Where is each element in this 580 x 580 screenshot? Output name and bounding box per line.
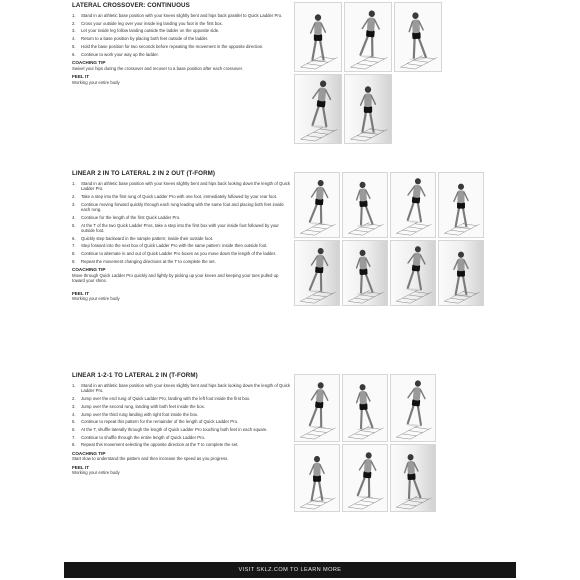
athlete-figure <box>453 184 469 229</box>
exercise-photo <box>342 374 388 442</box>
athlete-figure <box>309 247 329 293</box>
athlete-illustration <box>295 173 339 237</box>
exercise-title: LINEAR 1-2-1 TO LATERAL 2 IN (T-FORM) <box>72 372 198 379</box>
athlete-illustration <box>295 241 339 305</box>
athlete-figure <box>405 379 426 427</box>
feel-it-heading: FEEL IT <box>72 290 90 296</box>
exercise-photo <box>344 74 392 144</box>
athlete-figure <box>402 454 420 501</box>
step-item: 6. Quickly step backward in the sample pattern; inside their outside foot. <box>72 235 214 241</box>
athlete-figure <box>453 252 469 297</box>
step-item: 5. At the T of the two Quick Ladder Pros, take a step into the first box with your inside foot followed by your outside foot. <box>72 222 279 234</box>
step-item: 5. Hold the base position for two seconds before repeating the movement in the opposite direction. <box>72 43 264 49</box>
exercise-section-3 <box>72 372 290 476</box>
coaching-tip-heading: COACHING TIP <box>72 450 106 456</box>
agility-ladder <box>301 55 338 69</box>
athlete-illustration <box>295 3 341 71</box>
exercise-section-2 <box>72 170 290 302</box>
step-item: 7. Step forward into the next box of Quick Ladder Pro with the same pattern: inside then outside foot. <box>72 243 268 249</box>
athlete-figure <box>309 456 325 502</box>
agility-ladder <box>396 290 431 303</box>
feel-it-text: Working your entire body <box>72 296 120 302</box>
step-item: 7. Continue to shuffle through the entire length of Quick Ladder Pro. <box>72 434 206 440</box>
athlete-figure <box>309 179 329 225</box>
athlete-figure <box>407 12 426 61</box>
step-item: 8. Continue to alternate in and out of Quick Ladder Pro boxes as you move down the length of the ladder. <box>72 251 277 257</box>
agility-ladder <box>351 127 388 141</box>
exercise-photo <box>390 172 436 238</box>
athlete-figure <box>354 249 372 295</box>
photo-grid-3 <box>294 374 436 512</box>
agility-ladder <box>396 496 431 509</box>
agility-ladder <box>396 222 431 235</box>
exercise-title: LINEAR 2 IN TO LATERAL 2 IN 2 OUT (T-FORM) <box>72 170 216 177</box>
athlete-illustration <box>439 241 483 305</box>
athlete-illustration <box>343 173 387 237</box>
exercise-photo <box>394 2 442 72</box>
athlete-figure <box>405 245 426 291</box>
agility-ladder <box>300 496 335 509</box>
athlete-illustration <box>295 375 339 441</box>
athlete-illustration <box>391 375 435 441</box>
exercise-photo <box>294 74 342 144</box>
exercise-photo <box>294 444 340 512</box>
agility-ladder <box>301 127 338 141</box>
athlete-figure <box>360 10 380 59</box>
step-item: 4. Return to a base position by placing both feet outside of the ladder. <box>72 36 209 42</box>
athlete-illustration <box>391 445 435 511</box>
agility-ladder <box>348 290 383 303</box>
step-item: 5. Continue to repeat this pattern for the remainder of the length of Quick Ladder Pro. <box>72 419 239 425</box>
athlete-figure <box>354 181 372 227</box>
coaching-tip-text: Start slow to understand the pattern and then increase the speed as you progress. <box>72 456 229 462</box>
step-item: 8. Repeat this movement selecting the opposite direction at the T to complete the set. <box>72 442 239 448</box>
exercise-photo <box>390 444 436 512</box>
agility-ladder <box>396 426 431 439</box>
exercise-steps <box>72 13 290 57</box>
agility-ladder <box>444 222 479 235</box>
exercise-photo <box>294 374 340 442</box>
step-item: 2. Cross your outside leg over your inside leg landing you foot in the first box. <box>72 20 223 26</box>
athlete-illustration <box>295 75 341 143</box>
exercise-photo <box>294 240 340 306</box>
exercise-section-1 <box>72 2 290 85</box>
step-item: 4. Continue for the length of the first Quick Ladder Pro. <box>72 214 181 220</box>
athlete-figure <box>354 384 372 431</box>
step-item: 1. Stand in an athletic base position with your knees slightly bent and hips back parallel to Quick Ladder Pro. <box>72 13 283 18</box>
coaching-tip-text: Swivel your hips during the crossover and recover to a base position after each crossover. <box>72 65 244 71</box>
step-item: 3. Let your inside leg follow landing outside the ladder on the opposite side. <box>72 28 220 34</box>
athlete-figure <box>405 177 426 223</box>
exercise-photo <box>342 172 388 238</box>
athlete-illustration <box>345 75 391 143</box>
athlete-figure <box>310 14 327 62</box>
athlete-illustration <box>391 241 435 305</box>
step-item: 6. At the T, shuffle laterally through the length of Quick Ladder Pro touching both feet in each square. <box>72 426 268 432</box>
footer-link-text[interactable]: VISIT SKLZ.COM TO LEARN MORE <box>238 567 342 573</box>
exercise-steps <box>72 383 290 448</box>
agility-ladder <box>348 222 383 235</box>
step-item: 9. Repeat the movement changing directions at the T to complete the set. <box>72 258 216 264</box>
exercise-photo <box>342 240 388 306</box>
step-item: 2. Take a step into the first rung of Quick Ladder Pro with one foot, immediately followed by your rear foot. <box>72 194 278 200</box>
exercise-photo <box>438 172 484 238</box>
exercise-photo <box>294 172 340 238</box>
athlete-figure <box>309 382 329 430</box>
agility-ladder <box>401 55 438 69</box>
athlete-illustration <box>439 173 483 237</box>
step-item: 2. Jump over the end rung of Quick Ladder Pro, landing with the left foot inside the first box. <box>72 396 251 402</box>
exercise-title: LATERAL CROSSOVER: CONTINUOUS <box>72 2 190 9</box>
athlete-illustration <box>343 375 387 441</box>
athlete-illustration <box>395 3 441 71</box>
coaching-tip-heading: COACHING TIP <box>72 59 106 65</box>
athlete-illustration <box>391 173 435 237</box>
feel-it-text: Working your entire body <box>72 470 120 476</box>
athlete-figure <box>360 86 377 134</box>
exercise-photo <box>294 2 342 72</box>
coaching-tip-heading: COACHING TIP <box>72 267 106 273</box>
photo-grid-1 <box>294 2 442 144</box>
athlete-illustration <box>343 241 387 305</box>
agility-ladder <box>348 426 383 439</box>
coaching-tip-text: Move through Quick Ladder Pro quickly and lightly by picking up your knees and keeping your toes pulled up toward your shins. <box>72 272 279 284</box>
photo-grid-2 <box>294 172 484 306</box>
exercise-photo <box>390 374 436 442</box>
step-item: 1. Stand in an athletic base position with your knees slightly bent and hips back looking down the length of Quick Ladder Pro. <box>72 383 291 394</box>
athlete-figure <box>357 452 377 500</box>
step-item: 3. Jump over the second rung, landing with both feet inside the box. <box>72 403 205 409</box>
feel-it-heading: FEEL IT <box>72 464 90 470</box>
athlete-figure <box>310 80 332 129</box>
athlete-illustration <box>343 445 387 511</box>
feel-it-text: Working your entire body <box>72 79 120 85</box>
feel-it-heading: FEEL IT <box>72 73 90 79</box>
step-item: 6. Continue to work your way up the ladder. <box>72 51 159 57</box>
exercise-photo <box>438 240 484 306</box>
step-item: 4. Jump over the third rung landing with right foot inside the box. <box>72 411 199 417</box>
athlete-illustration <box>295 445 339 511</box>
exercise-photo <box>390 240 436 306</box>
agility-ladder <box>444 290 479 303</box>
athlete-illustration <box>345 3 391 71</box>
exercise-steps <box>72 181 290 264</box>
exercise-photo <box>344 2 392 72</box>
step-item: 1. Stand in an athletic base position with your knees slightly bent and hips back looking down the length of Quick Ladder Pro. <box>72 181 291 192</box>
step-item: 3. Continue moving forward quickly through each rung leading with the same foot and placing both feet inside each rung. <box>72 201 284 213</box>
footer-banner <box>64 562 516 578</box>
exercise-photo <box>342 444 388 512</box>
